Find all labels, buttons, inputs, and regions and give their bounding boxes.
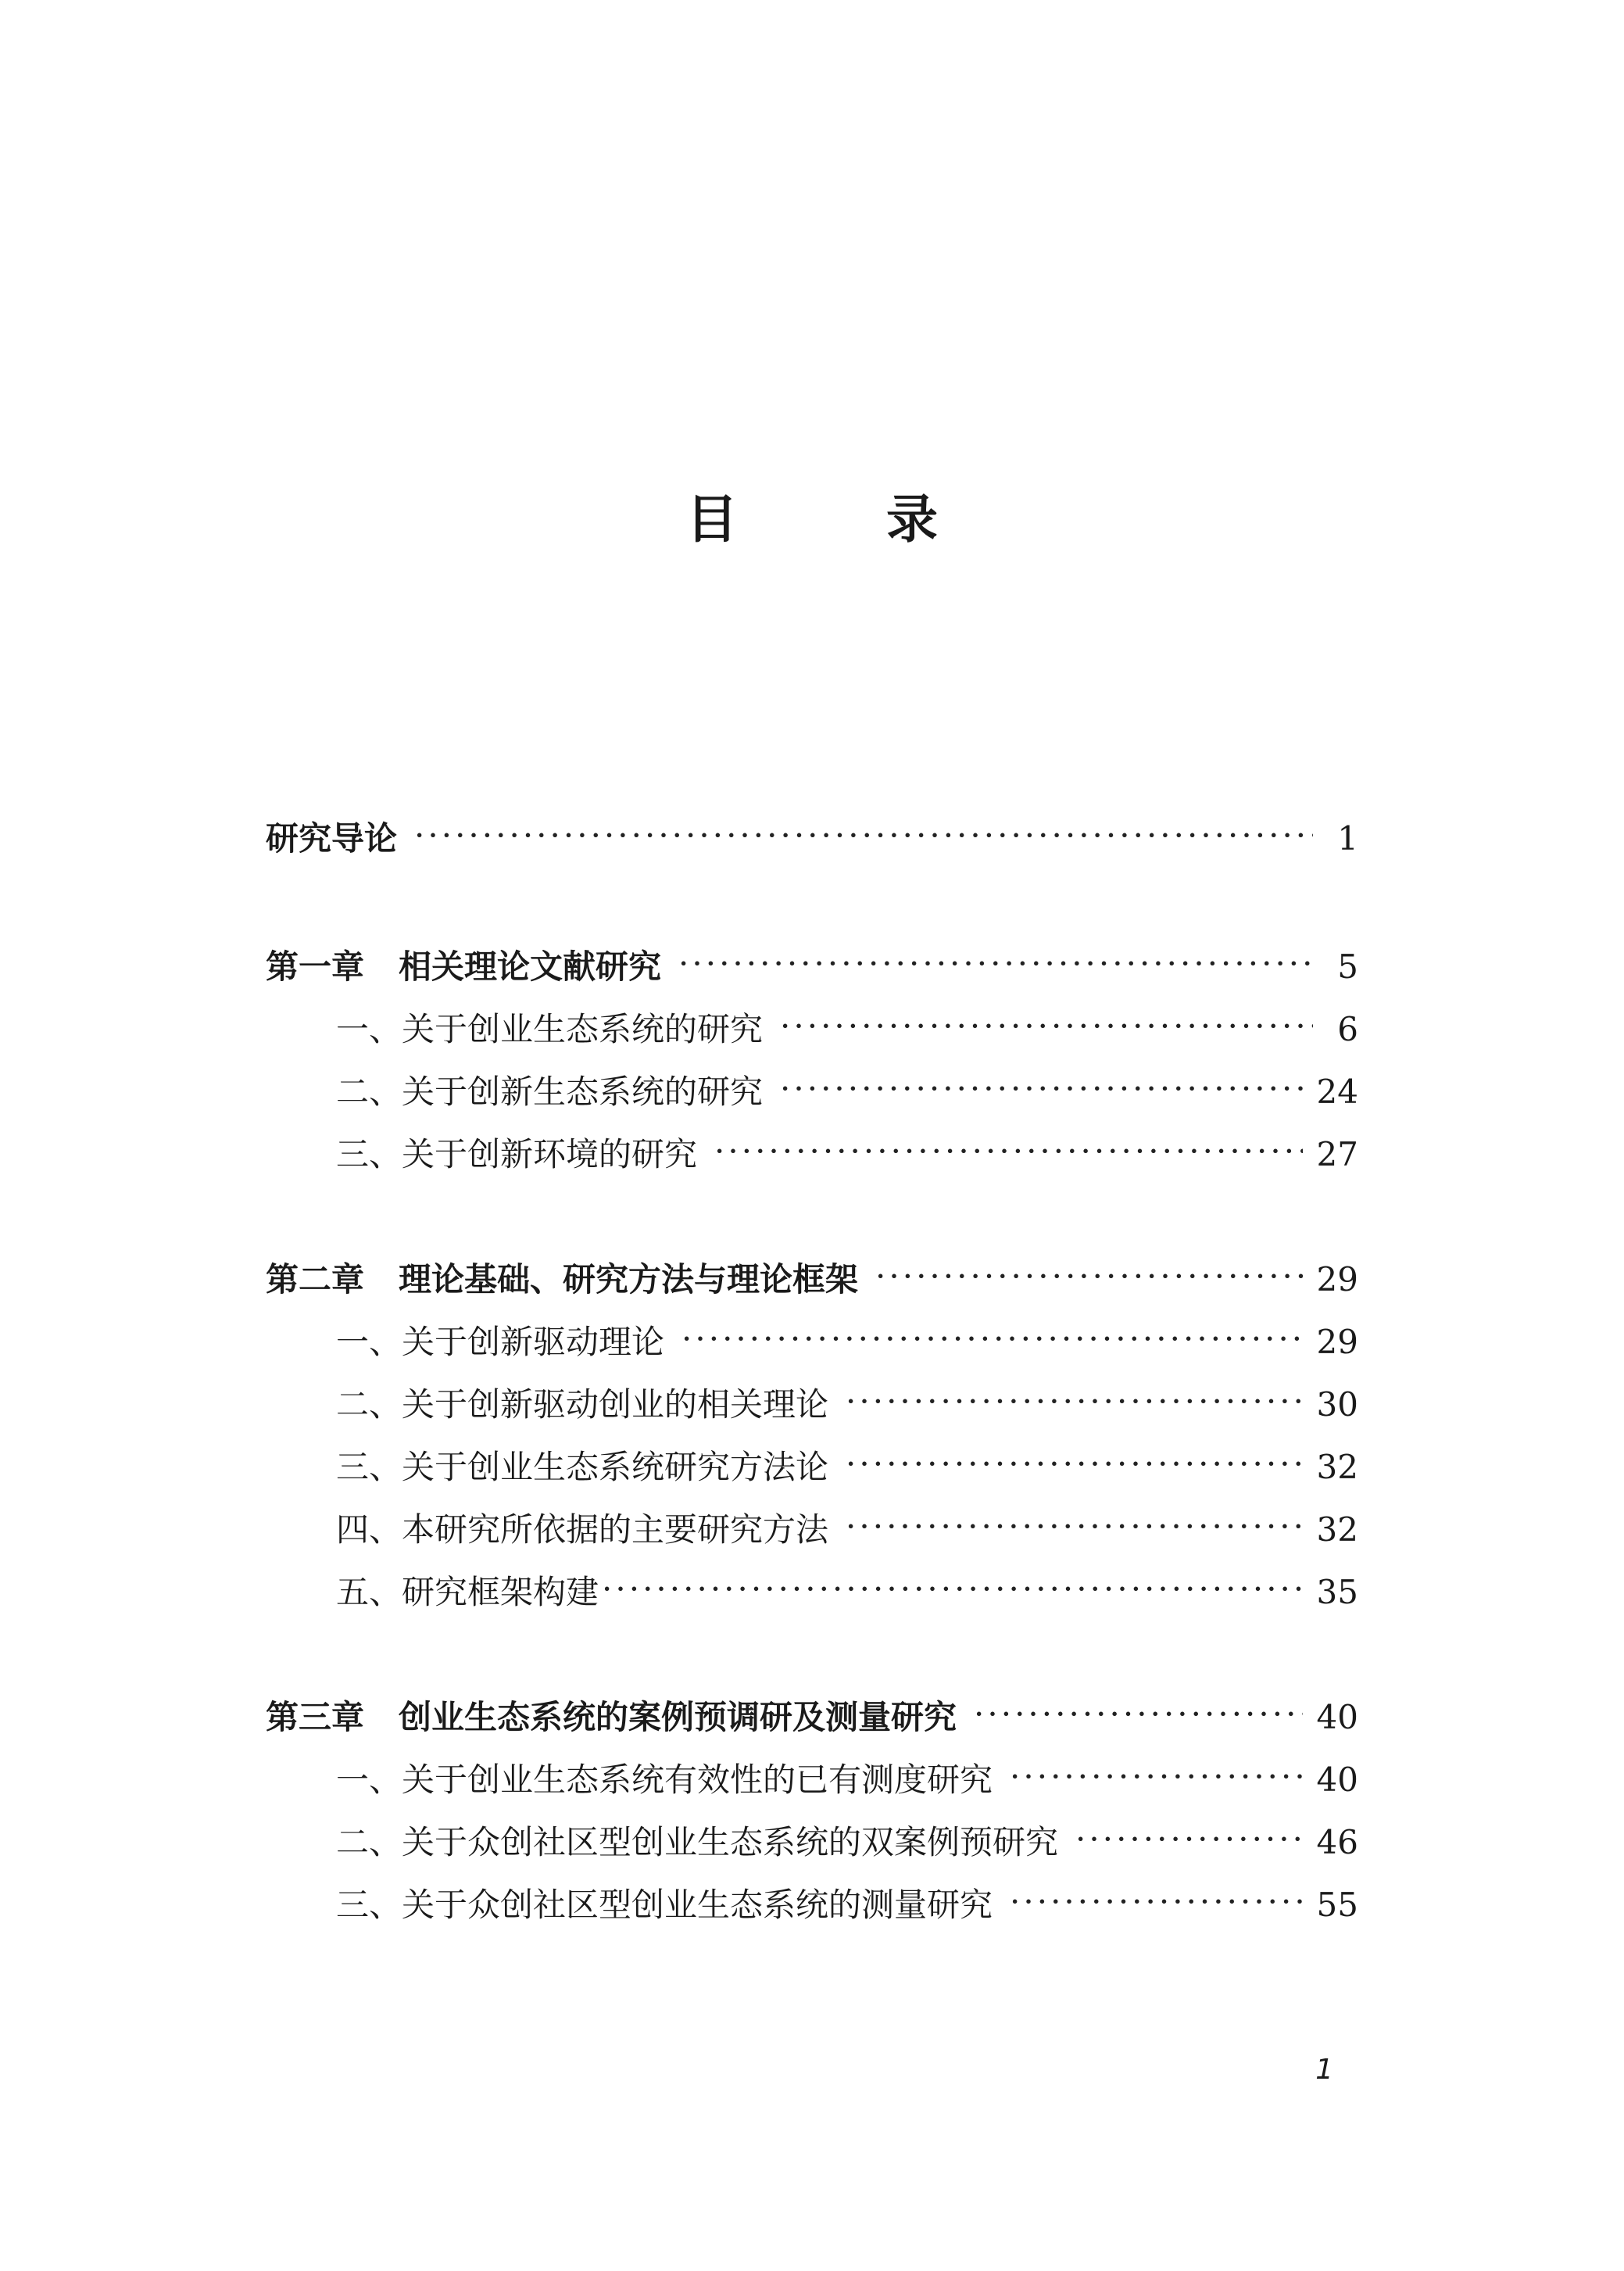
toc-entry-label: 二、关于众创社区型创业生态系统的双案例预研究 bbox=[336, 1823, 1059, 1861]
toc-entry-label: 研究导论 bbox=[266, 819, 398, 858]
dot-leader bbox=[1075, 1816, 1303, 1863]
toc-entry-label: 五、研究框架构建 bbox=[336, 1573, 599, 1611]
toc-entry-page: 1 bbox=[1337, 819, 1358, 858]
dot-leader bbox=[974, 1691, 1303, 1738]
toc-entry-chapter-1[interactable] bbox=[266, 944, 1358, 990]
toc-entry-label: 二、关于创新驱动创业的相关理论 bbox=[336, 1385, 829, 1424]
toc-entry-page: 29 bbox=[1316, 1260, 1358, 1298]
toc-entry-section[interactable] bbox=[336, 1444, 1358, 1491]
dot-leader bbox=[1010, 1879, 1303, 1925]
dot-leader bbox=[780, 1003, 1313, 1050]
toc-entry-page: 6 bbox=[1337, 1010, 1358, 1048]
toc-entry-section[interactable] bbox=[336, 1757, 1358, 1804]
toc-entry-page: 46 bbox=[1316, 1823, 1358, 1861]
toc-entry-label: 一、关于创业生态系统的研究 bbox=[336, 1010, 764, 1048]
toc-entry-label: 三、关于创新环境的研究 bbox=[336, 1135, 698, 1173]
toc-entry-label: 三、关于创业生态系统研究方法论 bbox=[336, 1448, 829, 1486]
toc-entry-label: 第一章 相关理论文献研究 bbox=[266, 944, 661, 990]
dot-leader bbox=[681, 1316, 1303, 1363]
dot-leader bbox=[846, 1378, 1303, 1425]
toc-entry-page: 24 bbox=[1316, 1073, 1358, 1111]
toc-entry-page: 32 bbox=[1316, 1510, 1358, 1549]
toc-entry-section[interactable] bbox=[336, 1569, 1358, 1616]
toc-entry-label: 一、关于创业生态系统有效性的已有测度研究 bbox=[336, 1761, 993, 1799]
dot-leader bbox=[1010, 1753, 1303, 1800]
page-number: 1 bbox=[1315, 2054, 1333, 2086]
dot-leader bbox=[846, 1503, 1303, 1550]
dot-leader bbox=[875, 1253, 1303, 1300]
dot-leader bbox=[678, 940, 1313, 987]
toc-entry-section[interactable] bbox=[336, 1506, 1358, 1553]
dot-leader bbox=[414, 812, 1313, 859]
dot-leader bbox=[846, 1441, 1303, 1488]
dot-leader bbox=[780, 1066, 1303, 1112]
toc-entry-section[interactable] bbox=[336, 1882, 1358, 1929]
toc-entry-label: 第二章 理论基础、研究方法与理论框架 bbox=[266, 1256, 858, 1303]
toc-entry-section[interactable] bbox=[336, 1819, 1358, 1866]
toc-entry-page: 32 bbox=[1316, 1448, 1358, 1486]
toc-entry-page: 55 bbox=[1316, 1886, 1358, 1924]
toc-entry-page: 5 bbox=[1337, 947, 1358, 986]
chapter-number: 第二章 bbox=[266, 1260, 365, 1298]
chapter-number: 第三章 bbox=[266, 1698, 365, 1736]
toc-entry-section[interactable] bbox=[336, 1069, 1358, 1116]
toc-entry-section[interactable] bbox=[336, 1381, 1358, 1428]
toc-entry-introduction[interactable] bbox=[266, 815, 1358, 862]
dot-leader bbox=[602, 1566, 1303, 1613]
page-title-char-2: 录 bbox=[886, 489, 938, 550]
toc-entry-chapter-2[interactable] bbox=[266, 1256, 1358, 1303]
toc-entry-label: 第三章 创业生态系统的案例预调研及测量研究 bbox=[266, 1694, 957, 1741]
page-title-char-1: 目 bbox=[686, 489, 738, 550]
toc-entry-page: 40 bbox=[1316, 1761, 1358, 1799]
toc-entry-label: 一、关于创新驱动理论 bbox=[336, 1323, 665, 1361]
toc-entry-section[interactable] bbox=[336, 1006, 1358, 1053]
toc-entry-page: 27 bbox=[1316, 1135, 1358, 1173]
dot-leader bbox=[714, 1128, 1303, 1175]
toc-entry-section[interactable] bbox=[336, 1131, 1358, 1178]
toc-entry-label: 三、关于众创社区型创业生态系统的测量研究 bbox=[336, 1886, 993, 1924]
toc-entry-page: 35 bbox=[1316, 1573, 1358, 1611]
chapter-number: 第一章 bbox=[266, 947, 365, 986]
toc-entry-section[interactable] bbox=[336, 1319, 1358, 1366]
toc-entry-page: 30 bbox=[1316, 1385, 1358, 1424]
toc-entry-page: 40 bbox=[1316, 1698, 1358, 1736]
toc-entry-page: 29 bbox=[1316, 1323, 1358, 1361]
page-title bbox=[0, 485, 1624, 555]
toc-entry-chapter-3[interactable] bbox=[266, 1694, 1358, 1741]
toc-entry-label: 二、关于创新生态系统的研究 bbox=[336, 1073, 764, 1111]
toc-entry-label: 四、本研究所依据的主要研究方法 bbox=[336, 1510, 829, 1549]
